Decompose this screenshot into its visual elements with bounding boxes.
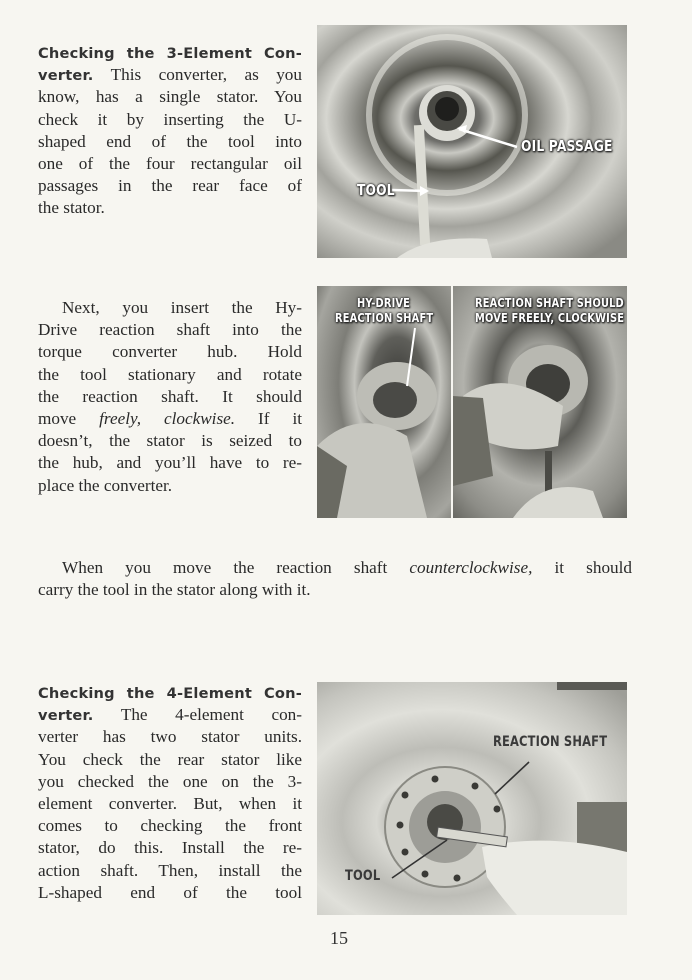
photo-4-element-reaction-shaft <box>317 682 627 915</box>
section-heading-3-element: Checking the 3-Element Con- <box>38 45 302 62</box>
text-line: L-shaped end of the tool <box>38 882 302 902</box>
text-line: stator, do this. Install the re- <box>38 838 302 858</box>
photo-reaction-shaft-pair <box>317 286 627 518</box>
text-line: comes to checking the front <box>38 816 302 836</box>
text-line: check it by inserting the U- <box>38 109 302 129</box>
label-reaction-shaft-should: REACTION SHAFT SHOULD <box>475 296 624 310</box>
photo-oil-passage <box>317 25 627 258</box>
label-tool: TOOL <box>357 181 395 199</box>
photo-panel-right <box>453 286 627 518</box>
section-heading-4-element-cont: verter. <box>38 707 94 725</box>
text-line: You check the rear stator like <box>38 749 302 769</box>
text-span: This converter, as you <box>110 65 302 85</box>
section-heading-3-element-cont: verter. <box>38 67 94 85</box>
text-line <box>38 682 302 704</box>
text-line <box>38 64 302 86</box>
emphasis-counterclockwise: counterclockwise, <box>409 558 533 577</box>
text-line: the tool stationary and rotate <box>38 364 302 384</box>
page-number: 15 <box>330 928 348 948</box>
section-counterclockwise-text <box>38 557 632 602</box>
text-line <box>38 557 632 579</box>
label-tool: TOOL <box>345 868 381 884</box>
label-oil-passage: OIL PASSAGE <box>521 137 613 155</box>
text-line: you checked the one on the 3- <box>38 771 302 791</box>
text-line: verter has two stator units. <box>38 727 302 747</box>
text-line: the stator. <box>38 198 105 218</box>
text-span: The 4-element con- <box>120 705 302 725</box>
text-line: know, has a single stator. You <box>38 87 302 107</box>
section-4-element-text <box>38 682 302 904</box>
text-line: element converter. But, when it <box>38 793 302 813</box>
text-span: move <box>38 408 100 428</box>
section-reaction-text <box>38 297 302 497</box>
text-line: action shaft. Then, install the <box>38 860 302 880</box>
label-move-freely-clockwise: MOVE FREELY, CLOCKWISE <box>475 311 625 325</box>
text-span: When you move the reaction shaft <box>62 558 410 577</box>
text-span: it should <box>532 558 632 577</box>
text-line: the reaction shaft. It should <box>38 386 302 406</box>
text-line <box>38 297 302 319</box>
text-line <box>38 704 302 726</box>
text-line <box>38 42 302 64</box>
text-line <box>38 408 302 430</box>
text-line: place the converter. <box>38 475 173 495</box>
text-line: carry the tool in the stator along with it. <box>38 580 311 600</box>
text-span: If it <box>235 408 303 428</box>
text-line: one of the four rectangular oil <box>38 153 302 173</box>
label-hydrive: HY-DRIVE <box>357 296 411 310</box>
label-reaction-shaft: REACTION SHAFT <box>335 311 434 325</box>
text-line: passages in the rear face of <box>38 176 302 196</box>
text-line: doesn’t, the stator is seized to <box>38 431 302 451</box>
text-line: shaped end of the tool into <box>38 131 302 151</box>
photo-panel-left <box>317 286 451 518</box>
text-line: torque converter hub. Hold <box>38 342 302 362</box>
text-span: Next, you insert the Hy- <box>62 298 302 317</box>
label-reaction-shaft: REACTION SHAFT <box>493 734 608 750</box>
emphasis-freely-clockwise: freely, clockwise. <box>99 408 236 428</box>
text-line: Drive reaction shaft into the <box>38 320 302 340</box>
section-heading-4-element: Checking the 4-Element Con- <box>38 685 302 702</box>
text-line: the hub, and you’ll have to re- <box>38 453 302 473</box>
section-3-element-text <box>38 42 302 220</box>
